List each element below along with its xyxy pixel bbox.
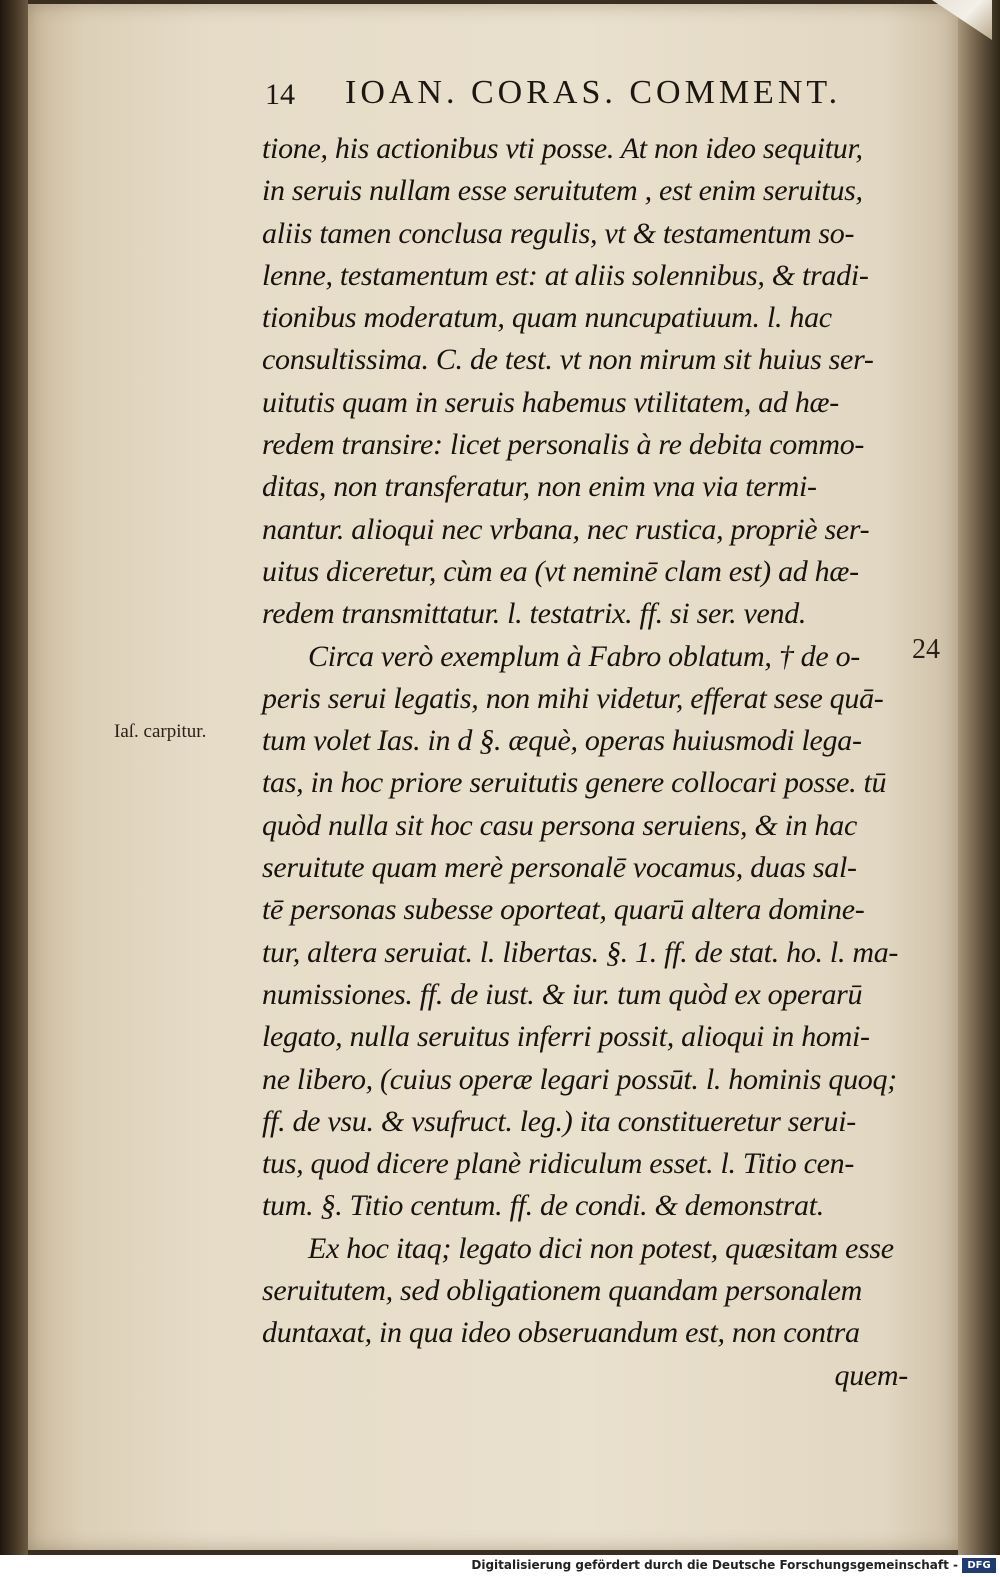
text-line: tionibus moderatum, quam nuncupatiuum. l. hac	[262, 301, 832, 335]
text-line: tas, in hoc priore seruitutis genere collocari posse. tū	[262, 766, 887, 800]
text-line: ne libero, (cuius operæ legari possūt. l. hominis quoq;	[262, 1062, 897, 1096]
funding-credit: Digitalisierung gefördert durch die Deutsche Forschungsgemeinschaft -	[471, 1558, 958, 1572]
page-number: 14	[265, 78, 295, 111]
text-line: nantur. alioqui nec vrbana, nec rustica, propriè ser-	[262, 512, 870, 546]
text-line: ff. de vsu. & vsufruct. leg.) ita constitueretur serui-	[262, 1104, 856, 1138]
body-text	[262, 128, 932, 1397]
running-head: IOAN. CORAS. COMMENT.	[345, 74, 842, 111]
text-line: tē personas subesse oporteat, quarū altera domine-	[262, 893, 865, 927]
text-line: redem transire: licet personalis à re debita commo-	[262, 428, 865, 462]
text-line: seruitute quam merè personalē vocamus, duas sal-	[262, 851, 857, 885]
marginal-number: 24	[912, 634, 940, 665]
dfg-logo: DFG	[962, 1558, 996, 1573]
text-line: legato, nulla seruitus inferri possit, alioqui in homi-	[262, 1020, 870, 1054]
text-line: peris serui legatis, non mihi videtur, efferat sese quā-	[262, 681, 884, 715]
text-line: tum. §. Titio centum. ff. de condi. & demonstrat.	[262, 1189, 824, 1223]
text-line: uitutis quam in seruis habemus vtilitatem, ad hæ-	[262, 385, 839, 419]
text-line: tum volet Ias. in d §. æquè, operas huiusmodi lega-	[262, 724, 862, 758]
text-line: consultissima. C. de test. vt non mirum sit huius ser-	[262, 343, 874, 377]
catchword: quem-	[834, 1358, 908, 1392]
paragraph-start-line: Circa verò exemplum à Fabro oblatum, † de o-	[308, 639, 860, 673]
marginal-note: Iaſ. carpitur.	[114, 721, 207, 742]
text-line: tus, quod dicere planè ridiculum esset. l. Titio cen-	[262, 1147, 855, 1181]
text-line: redem transmittatur. l. testatrix. ff. si ser. vend.	[262, 597, 807, 631]
digitization-footer	[0, 1555, 1000, 1577]
book-spine-left	[0, 0, 28, 1555]
text-line: duntaxat, in qua ideo obseruandum est, non contra	[262, 1316, 860, 1350]
text-line: ditas, non transferatur, non enim vna via termi-	[262, 470, 817, 504]
text-line: in seruis nullam esse seruitutem , est enim seruitus,	[262, 174, 863, 208]
text-line: seruitutem, sed obligationem quandam personalem	[262, 1274, 863, 1308]
text-line: numissiones. ff. de iust. & iur. tum quòd ex operarū	[262, 977, 863, 1011]
text-line: tione, his actionibus vti posse. At non ideo sequitur,	[262, 132, 863, 165]
text-line: aliis tamen conclusa regulis, vt & testamentum so-	[262, 216, 855, 250]
text-line: quòd nulla sit hoc casu persona seruiens, & in hac	[262, 808, 857, 842]
paragraph-start-line: Ex hoc itaq; legato dici non potest, quæsitam esse	[308, 1231, 894, 1265]
page-edges-right	[958, 0, 1000, 1555]
page-header	[265, 74, 845, 120]
text-line: lenne, testamentum est: at aliis solennibus, & tradi-	[262, 258, 869, 292]
text-line: tur, altera seruiat. l. libertas. §. 1. ff. de stat. ho. l. ma-	[262, 935, 899, 969]
text-line: uitus diceretur, cùm ea (vt neminē clam est) ad hæ-	[262, 554, 859, 588]
